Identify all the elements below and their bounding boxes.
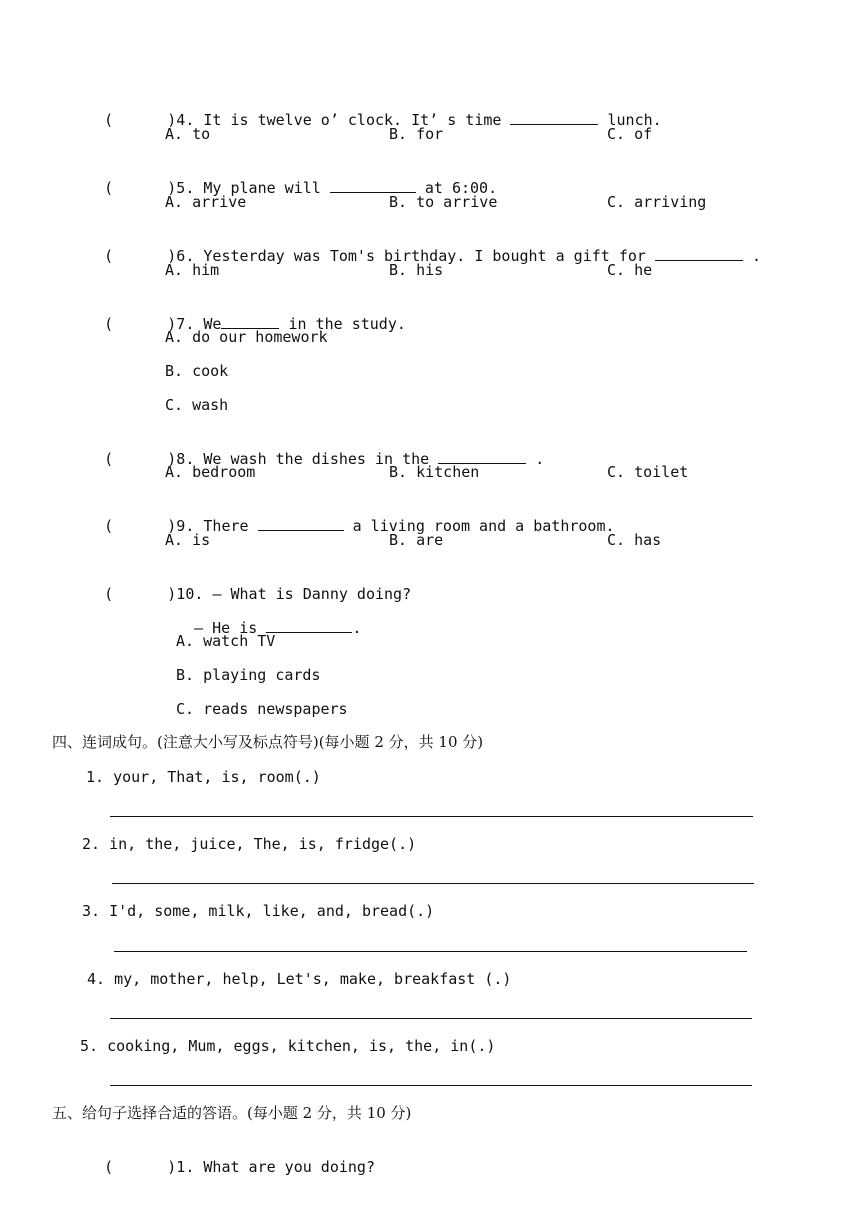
- option-b: B. cook: [165, 362, 229, 380]
- sentence-item-2: 2. in, the, juice, The, is, fridge(.): [82, 835, 417, 853]
- option-a: A. arrive: [165, 193, 247, 211]
- option-b: B. playing cards: [176, 666, 321, 684]
- answer-paren: ( )8.: [104, 450, 195, 468]
- option-b: B. are: [389, 531, 444, 549]
- answer-blank[interactable]: [510, 110, 598, 125]
- question-text: — He is: [194, 619, 258, 637]
- option-c: C. has: [607, 531, 662, 549]
- answer-paren: ( )9.: [104, 517, 195, 535]
- answer-blank[interactable]: [258, 516, 344, 531]
- sentence-item-5: 5. cooking, Mum, eggs, kitchen, is, the, in(.): [80, 1037, 496, 1055]
- answer-line-1[interactable]: [110, 816, 753, 817]
- question-text: What are you doing?: [203, 1158, 375, 1176]
- question-text: .: [751, 247, 762, 265]
- answer-line-4[interactable]: [110, 1018, 752, 1019]
- question-text: a living room and a bathroom.: [352, 517, 615, 535]
- answer-paren: ( )10.: [104, 585, 204, 603]
- answer-blank[interactable]: [655, 246, 743, 261]
- answer-blank[interactable]: [330, 178, 416, 193]
- option-a: A. to: [165, 125, 211, 143]
- question-text: in the study.: [288, 315, 406, 333]
- question-text: It is twelve o’ clock. It’ s time: [203, 111, 502, 129]
- answer-paren: ( )5.: [104, 179, 195, 197]
- answer-line-2[interactable]: [112, 883, 754, 884]
- option-a: A. him: [165, 261, 220, 279]
- option-b: B. to arrive: [389, 193, 498, 211]
- answer-paren: ( )4.: [104, 111, 195, 129]
- answer-paren: ( )6.: [104, 247, 195, 265]
- option-b: B. kitchen: [389, 463, 480, 481]
- option-c: C. he: [607, 261, 653, 279]
- option-c: C. toilet: [607, 463, 689, 481]
- answer-line-3[interactable]: [114, 951, 747, 952]
- question-text: lunch.: [607, 111, 662, 129]
- answer-paren: ( )7.: [104, 315, 195, 333]
- option-c: C. arriving: [607, 193, 707, 211]
- option-a: A. do our homework: [165, 328, 328, 346]
- answer-paren: ( )1.: [104, 1158, 195, 1176]
- question-text: We: [203, 315, 222, 333]
- answer-line-5[interactable]: [110, 1085, 752, 1086]
- sentence-item-1: 1. your, That, is, room(.): [86, 768, 321, 786]
- option-a: A. bedroom: [165, 463, 256, 481]
- question-text: at 6:00.: [424, 179, 498, 197]
- question-text: There: [203, 517, 249, 535]
- question-text: — What is Danny doing?: [212, 585, 412, 603]
- option-a: A. is: [165, 531, 211, 549]
- option-c: C. wash: [165, 396, 229, 414]
- section-5-question-1: [86, 1137, 375, 1177]
- option-b: B. his: [389, 261, 444, 279]
- question-text: .: [352, 619, 362, 637]
- question-text: Yesterday was Tom's birthday. I bought a gift for: [203, 247, 646, 265]
- answer-blank[interactable]: [266, 618, 352, 633]
- sentence-item-4: 4. my, mother, help, Let's, make, breakfast (.): [87, 970, 512, 988]
- option-c: C. reads newspapers: [176, 700, 348, 718]
- option-c: C. of: [607, 125, 653, 143]
- option-b: B. for: [389, 125, 444, 143]
- question-text: .: [535, 450, 545, 468]
- option-a: A. watch TV: [176, 632, 276, 650]
- section-4-heading: 四、连词成句。(注意大小写及标点符号)(每小题 2 分，共 10 分): [52, 733, 484, 751]
- question-text: We wash the dishes in the: [203, 450, 430, 468]
- sentence-item-3: 3. I'd, some, milk, like, and, bread(.): [82, 902, 435, 920]
- section-5-heading: 五、给句子选择合适的答语。(每小题 2 分，共 10 分): [52, 1104, 412, 1122]
- question-text: My plane will: [203, 179, 321, 197]
